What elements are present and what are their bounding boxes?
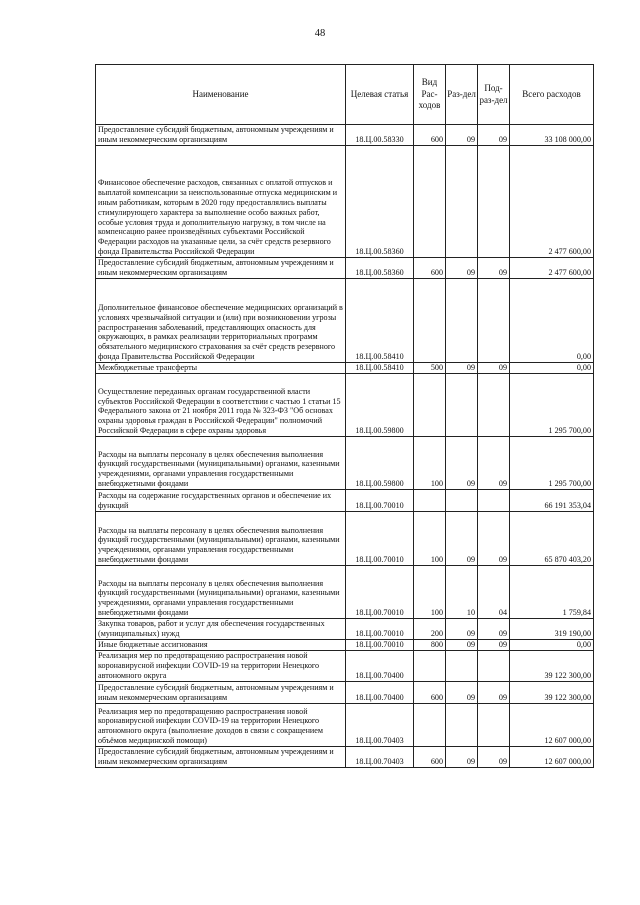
row-name: Межбюджетные трансферты [96, 363, 346, 374]
row-kind [414, 651, 446, 682]
row-target: 18.Ц.00.59800 [346, 437, 414, 490]
row-name: Реализация мер по предотвращению распространения новой коронавирусной инфекции COVID-19 на территории Ненецкого автономного округа [96, 651, 346, 682]
row-total: 2 477 600,00 [510, 146, 594, 258]
row-target: 18.Ц.00.70400 [346, 651, 414, 682]
row-subsection [478, 374, 510, 437]
row-name: Закупка товаров, работ и услуг для обеспечения государственных (муниципальных) нужд [96, 619, 346, 640]
row-name: Предоставление субсидий бюджетным, автономным учреждениям и иным некоммерческим организациям [96, 125, 346, 146]
row-name: Предоставление субсидий бюджетным, автономным учреждениям и иным некоммерческим организациям [96, 747, 346, 768]
row-total: 1 295 700,00 [510, 437, 594, 490]
row-kind: 600 [414, 747, 446, 768]
row-total: 66 191 353,04 [510, 490, 594, 512]
row-subsection [478, 651, 510, 682]
row-kind [414, 374, 446, 437]
row-kind: 800 [414, 640, 446, 651]
row-kind: 200 [414, 619, 446, 640]
row-kind: 600 [414, 682, 446, 704]
row-total: 39 122 300,00 [510, 651, 594, 682]
row-target: 18.Ц.00.58410 [346, 279, 414, 363]
row-name: Реализация мер по предотвращению распространения новой коронавирусной инфекции COVID-19 на территории Ненецкого автономного округа (выполнение доходов в связи с сокращением объёмов медицинской помощи) [96, 704, 346, 747]
row-total: 1 759,84 [510, 566, 594, 619]
row-section [446, 146, 478, 258]
row-kind: 600 [414, 258, 446, 279]
row-section: 09 [446, 125, 478, 146]
row-total: 0,00 [510, 363, 594, 374]
row-target: 18.Ц.00.70010 [346, 512, 414, 566]
row-subsection: 09 [478, 512, 510, 566]
table-row [96, 704, 594, 747]
row-target: 18.Ц.00.70400 [346, 682, 414, 704]
row-subsection: 09 [478, 125, 510, 146]
row-kind [414, 146, 446, 258]
row-section: 09 [446, 682, 478, 704]
row-section [446, 490, 478, 512]
header-kind: Вид Рас-ходов [414, 65, 446, 125]
row-target: 18.Ц.00.70010 [346, 640, 414, 651]
row-section: 10 [446, 566, 478, 619]
row-subsection [478, 146, 510, 258]
row-name: Предоставление субсидий бюджетным, автономным учреждениям и иным некоммерческим организациям [96, 682, 346, 704]
row-name: Иные бюджетные ассигнования [96, 640, 346, 651]
table-row [96, 258, 594, 279]
row-target: 18.Ц.00.70010 [346, 566, 414, 619]
row-subsection: 09 [478, 363, 510, 374]
table-row [96, 437, 594, 490]
table-row [96, 374, 594, 437]
row-section: 09 [446, 258, 478, 279]
header-section: Раз-дел [446, 65, 478, 125]
table-row [96, 651, 594, 682]
row-subsection: 09 [478, 682, 510, 704]
row-target: 18.Ц.00.70010 [346, 490, 414, 512]
row-name: Финансовое обеспечение расходов, связанных с оплатой отпусков и выплатой компенсации за неиспользованные отпуска медицинским и иным работникам, которым в 2020 году предоставлялись выплаты стимулирующего характера за выполнение особо важных работ, особые условия труда и дополнительную нагрузку, в том числе на компенсацию ранее произведённых субъектами Российской Федерации расходов на указанные цели, за счёт средств резервного фонда Правительства Российской Федерации [96, 146, 346, 258]
row-target: 18.Ц.00.70403 [346, 704, 414, 747]
table-row [96, 566, 594, 619]
row-subsection: 09 [478, 747, 510, 768]
row-subsection: 04 [478, 566, 510, 619]
row-target: 18.Ц.00.58360 [346, 146, 414, 258]
row-name: Дополнительное финансовое обеспечение медицинских организаций в условиях чрезвычайной ситуации и (или) при возникновении угрозы распространения заболеваний, представляющих опасность для окружающих, в рамках реализации территориальных программ обязательного медицинского страхования за счёт средств резервного фонда Правительства Российской Федерации [96, 279, 346, 363]
table-row [96, 146, 594, 258]
row-target: 18.Ц.00.58360 [346, 258, 414, 279]
header-subsection: Под-раз-дел [478, 65, 510, 125]
row-section: 09 [446, 363, 478, 374]
table-row [96, 682, 594, 704]
row-target: 18.Ц.00.59800 [346, 374, 414, 437]
row-subsection: 09 [478, 619, 510, 640]
row-kind [414, 704, 446, 747]
row-kind: 100 [414, 566, 446, 619]
row-name: Предоставление субсидий бюджетным, автономным учреждениям и иным некоммерческим организациям [96, 258, 346, 279]
row-kind [414, 490, 446, 512]
row-total: 0,00 [510, 279, 594, 363]
row-section: 09 [446, 437, 478, 490]
row-name: Расходы на выплаты персоналу в целях обеспечения выполнения функций государственными (муниципальными) органами, казенными учреждениями, органами управления государственными внебюджетными фондами [96, 437, 346, 490]
row-subsection: 09 [478, 437, 510, 490]
row-subsection [478, 704, 510, 747]
row-name: Осуществление переданных органам государственной власти субъектов Российской Федерации в соответствии с частью 1 статьи 15 Федерального закона от 21 ноября 2011 года № 323-ФЗ "Об основах охраны здоровья граждан в Российской Федерации" полномочий Российской Федерации в сфере охраны здоровья [96, 374, 346, 437]
row-total: 0,00 [510, 640, 594, 651]
header-total: Всего расходов [510, 65, 594, 125]
row-target: 18.Ц.00.70010 [346, 619, 414, 640]
row-section: 09 [446, 619, 478, 640]
table-header [96, 65, 594, 125]
row-section [446, 704, 478, 747]
header-name: Наименование [96, 65, 346, 125]
row-kind: 600 [414, 125, 446, 146]
table-row [96, 512, 594, 566]
row-section: 09 [446, 640, 478, 651]
budget-table [95, 64, 594, 768]
row-section: 09 [446, 512, 478, 566]
table-row [96, 279, 594, 363]
row-section [446, 651, 478, 682]
row-name: Расходы на содержание государственных органов и обеспечение их функций [96, 490, 346, 512]
row-target: 18.Ц.00.58410 [346, 363, 414, 374]
row-section [446, 279, 478, 363]
row-kind: 100 [414, 512, 446, 566]
row-total: 39 122 300,00 [510, 682, 594, 704]
table-row [96, 747, 594, 768]
row-kind: 100 [414, 437, 446, 490]
row-total: 12 607 000,00 [510, 747, 594, 768]
row-subsection: 09 [478, 258, 510, 279]
row-total: 12 607 000,00 [510, 704, 594, 747]
table-row [96, 619, 594, 640]
table-row [96, 125, 594, 146]
table-body [96, 125, 594, 768]
row-total: 1 295 700,00 [510, 374, 594, 437]
table-row [96, 490, 594, 512]
row-target: 18.Ц.00.58330 [346, 125, 414, 146]
table-row [96, 640, 594, 651]
row-total: 2 477 600,00 [510, 258, 594, 279]
page-number: 48 [314, 28, 326, 39]
row-target: 18.Ц.00.70403 [346, 747, 414, 768]
row-section: 09 [446, 747, 478, 768]
row-subsection [478, 490, 510, 512]
table-row [96, 363, 594, 374]
row-total: 65 870 403,20 [510, 512, 594, 566]
row-subsection: 09 [478, 640, 510, 651]
row-total: 319 190,00 [510, 619, 594, 640]
row-section [446, 374, 478, 437]
row-kind [414, 279, 446, 363]
row-kind: 500 [414, 363, 446, 374]
row-name: Расходы на выплаты персоналу в целях обеспечения выполнения функций государственными (муниципальными) органами, казенными учреждениями, органами управления государственными внебюджетными фондами [96, 512, 346, 566]
row-subsection [478, 279, 510, 363]
row-total: 33 108 000,00 [510, 125, 594, 146]
row-name: Расходы на выплаты персоналу в целях обеспечения выполнения функций государственными (муниципальными) органами, казенными учреждениями, органами управления государственными внебюджетными фондами [96, 566, 346, 619]
header-target: Целевая статья [346, 65, 414, 125]
